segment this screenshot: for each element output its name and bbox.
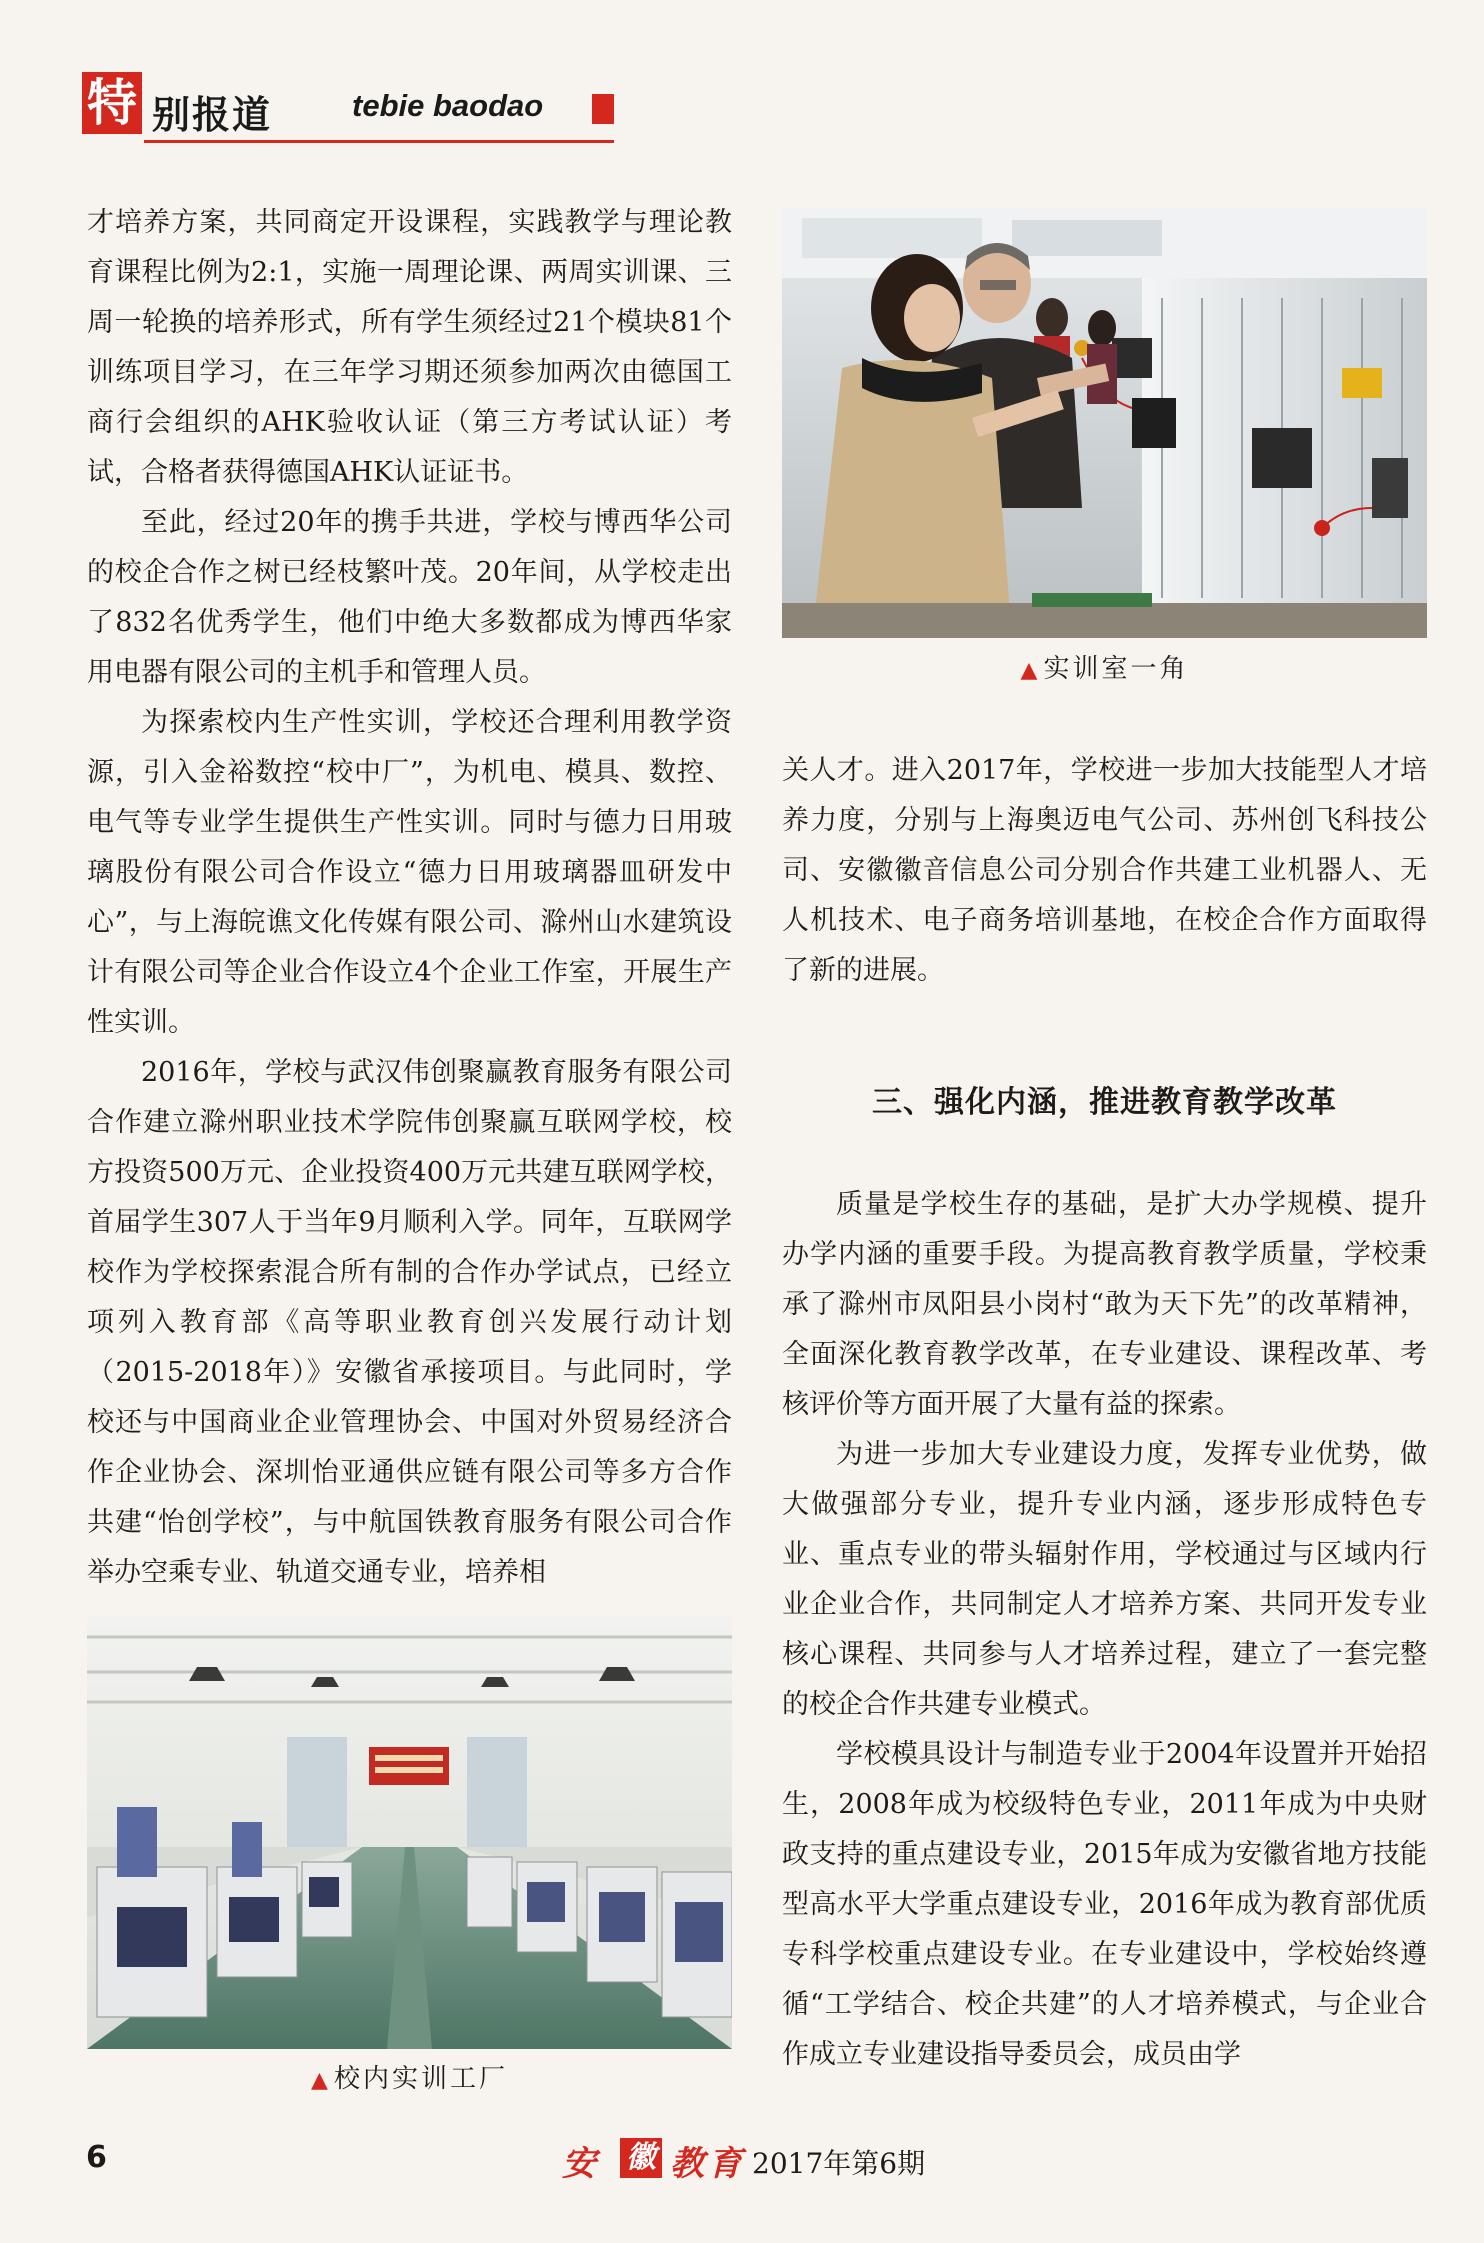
- issue-label: 2017年第6期: [752, 2147, 926, 2180]
- section-heading: 三、强化内涵，推进教育教学改革: [872, 1085, 1337, 1120]
- caption-triangle-icon: ▲: [1020, 658, 1038, 683]
- magazine-logo: [562, 2136, 942, 2182]
- left-column: [87, 198, 732, 1598]
- header-red-box: 特: [82, 72, 142, 134]
- magazine-logo-part-c: 教育: [670, 2144, 746, 2184]
- factory-photo: [87, 1617, 732, 2049]
- paragraph: 至此，经过20年的携手共进，学校与博西华公司的校企合作之树已经枝繁叶茂。20年间，从学校走出了832名优秀学生，他们中绝大多数都成为博西华家用电器有限公司的主机手和管理人员。: [87, 507, 732, 688]
- paragraph: 2016年，学校与武汉伟创聚赢教育服务有限公司合作建立滁州职业技术学院伟创聚赢互联网学校，校方投资500万元、企业投资400万元共建互联网学校，首届学生307人于当年9月顺利入学。同年，互联网学校作为学校探索混合所有制的合作办学试点，已经立项列入教育部《高等职业教育创兴发展行动计划（2015-2018年）》安徽省承接项目。与此同时，学校还与中国商业企业管理协会、中国对外贸易经济合作企业协会、深圳怡亚通供应链有限公司等多方合作共建“怡创学校”，与中航国铁教育服务有限公司合作举办空乘专业、轨道交通专业，培养相: [87, 1057, 732, 1588]
- factory-photo-illustration: [87, 1617, 732, 2049]
- section-header: [82, 70, 614, 148]
- right-column-top: [782, 746, 1427, 996]
- magazine-logo-stamp: 徽: [620, 2138, 662, 2178]
- lab-caption-text: 实训室一角: [1043, 654, 1189, 684]
- lab-photo: [782, 208, 1427, 638]
- right-column-body: [782, 1180, 1427, 2080]
- header-square-mark: [592, 94, 614, 124]
- header-rule: [144, 140, 614, 143]
- lab-photo-caption: [782, 648, 1427, 685]
- lab-photo-illustration: [782, 208, 1427, 638]
- paragraph: 为进一步加大专业建设力度，发挥专业优势，做大做强部分专业，提升专业内涵，逐步形成特色专业、重点专业的带头辐射作用，学校通过与区域内行业企业合作，共同制定人才培养方案、共同开发专业核心课程、共同参与人才培养过程，建立了一套完整的校企合作共建专业模式。: [782, 1439, 1427, 1720]
- paragraph: 关人才。进入2017年，学校进一步加大技能型人才培养力度，分别与上海奥迈电气公司、苏州创飞科技公司、安徽徽音信息公司分别合作共建工业机器人、无人机技术、电子商务培训基地，在校企合作方面取得了新的进展。: [782, 755, 1427, 986]
- factory-caption-text: 校内实训工厂: [333, 2064, 508, 2094]
- paragraph: 才培养方案，共同商定开设课程，实践教学与理论教育课程比例为2:1，实施一周理论课、两周实训课、三周一轮换的培养形式，所有学生须经过21个模块81个训练项目学习，在三年学习期还须参加两次由德国工商行会组织的AHK验收认证（第三方考试认证）考试，合格者获得德国AHK认证证书。: [87, 207, 732, 488]
- magazine-logo-part-a: 安: [562, 2144, 600, 2184]
- page-number: 6: [86, 2140, 107, 2175]
- paragraph: 为探索校内生产性实训，学校还合理利用教学资源，引入金裕数控“校中厂”，为机电、模具、数控、电气等专业学生提供生产性实训。同时与德力日用玻璃股份有限公司合作设立“德力日用玻璃器皿研发中心”，与上海皖谯文化传媒有限公司、滁州山水建筑设计有限公司等企业合作设立4个企业工作室，开展生产性实训。: [87, 707, 732, 1038]
- header-romanization: tebie baodao: [352, 88, 544, 123]
- paragraph: 质量是学校生存的基础，是扩大办学规模、提升办学内涵的重要手段。为提高教育教学质量，学校秉承了滁州市凤阳县小岗村“敢为天下先”的改革精神，全面深化教育教学改革，在专业建设、课程改革、考核评价等方面开展了大量有益的探索。: [782, 1189, 1427, 1420]
- paragraph: 学校模具设计与制造专业于2004年设置并开始招生，2008年成为校级特色专业，2011年成为中央财政支持的重点建设专业，2015年成为安徽省地方技能型高水平大学重点建设专业，2016年成为教育部优质专科学校重点建设专业。在专业建设中，学校始终遵循“工学结合、校企共建”的人才培养模式，与企业合作成立专业建设指导委员会，成员由学: [782, 1739, 1427, 2070]
- caption-triangle-icon: ▲: [311, 2068, 328, 2093]
- header-title: 别报道: [152, 93, 273, 137]
- factory-photo-caption: [87, 2058, 732, 2095]
